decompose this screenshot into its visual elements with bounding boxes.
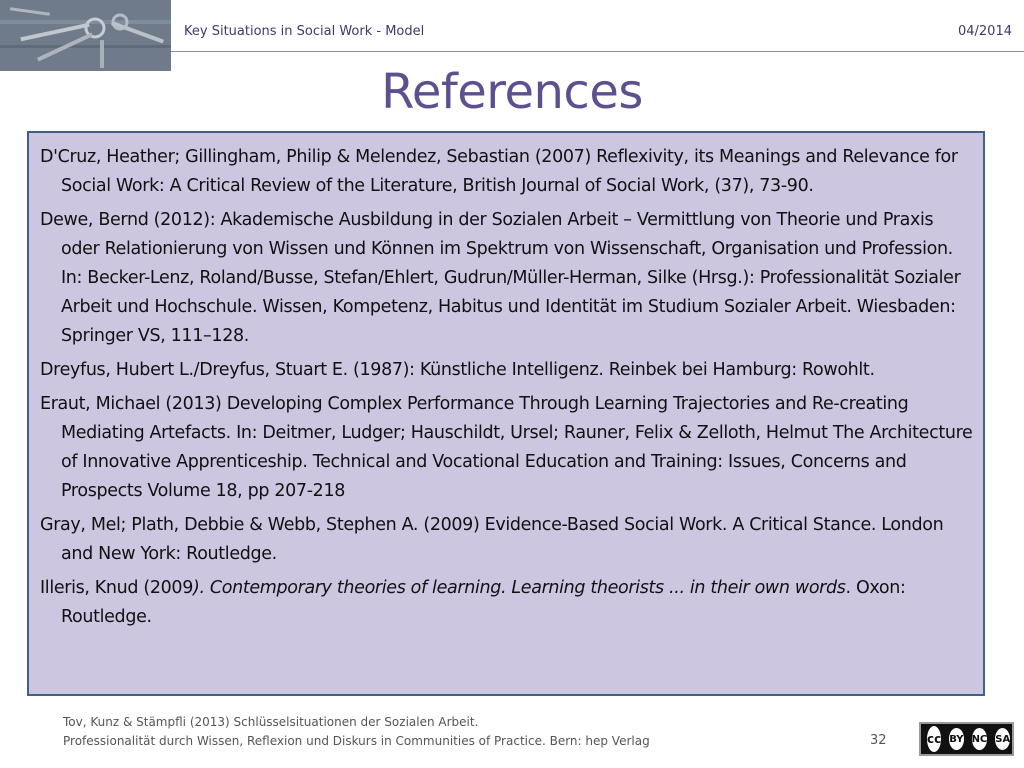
cc-nc-icon: NC — [970, 726, 990, 752]
reference-item — [40, 574, 973, 632]
reference-item: Dewe, Bernd (2012): Akademische Ausbildung in der Sozialen Arbeit – Vermittlung von Theorie und Praxis oder Relationierung von Wissen und Können im Spektrum von Wissenschaft, Organisation und Profession. In: Becker-Lenz, Roland/Busse, Stefan/Ehlert, Gudrun/Müller-Herman, Silke (Hrsg.): Professionalität Sozialer Arbeit und Hochschule. Wissen, Kompetenz, Habitus und Identität im Studium Sozialer Arbeit. Wiesbaden: Springer VS, 111–128. — [40, 210, 961, 346]
reference-item: Gray, Mel; Plath, Debbie & Webb, Stephen A. (2009) Evidence-Based Social Work. A Critical Stance. London and New York: Routledge. — [40, 515, 944, 564]
presentation-title: Key Situations in Social Work - Model — [184, 24, 425, 39]
page-number: 32 — [870, 733, 887, 748]
reference-item: Dreyfus, Hubert L./Dreyfus, Stuart E. (1987): Künstliche Intelligenz. Reinbek bei Hamburg: Rowohlt. — [40, 360, 875, 380]
reference-book-title: ). Contemporary theories of learning. Learning theorists ... in their own words — [193, 578, 846, 598]
reference-author: Illeris, Knud (2009 — [40, 578, 193, 598]
reference-item: Eraut, Michael (2013) Developing Complex Performance Through Learning Trajectories and Re-creating Mediating Artefacts. In: Deitmer, Ludger; Hauschildt, Ursel; Rauner, Felix & Zelloth, Helmut The Architecture of Innovative Apprenticeship. Technical and Vocational Education and Training: Issues, Concerns and Prospects Volume 18, pp 207-218 — [40, 394, 973, 501]
creative-commons-by-nc-sa-icon — [919, 722, 1014, 756]
header-divider — [171, 51, 1024, 52]
footer-citation-line: Tov, Kunz & Stämpfli (2013) Schlüsselsituationen der Sozialen Arbeit. — [63, 715, 479, 729]
page-title: References — [381, 64, 643, 120]
footer-citation-line: Professionalität durch Wissen, Reflexion und Diskurs in Communities of Practice. Bern: hep Verlag — [63, 734, 650, 748]
reference-publisher: . Oxon: Routledge. — [61, 578, 906, 627]
footer-citation — [63, 713, 650, 751]
references-box — [27, 131, 985, 696]
keys-header-image — [0, 0, 171, 71]
presentation-date: 04/2014 — [957, 24, 1012, 39]
cc-sa-icon: SA — [993, 726, 1012, 752]
reference-item: D'Cruz, Heather; Gillingham, Philip & Melendez, Sebastian (2007) Reflexivity, its Meanings and Relevance for Social Work: A Critical Review of the Literature, British Journal of Social Work, (37), 73-90. — [40, 147, 958, 196]
cc-logo-icon: cc — [925, 724, 943, 754]
keys-icon — [0, 0, 171, 71]
cc-by-icon: BY — [947, 726, 965, 752]
